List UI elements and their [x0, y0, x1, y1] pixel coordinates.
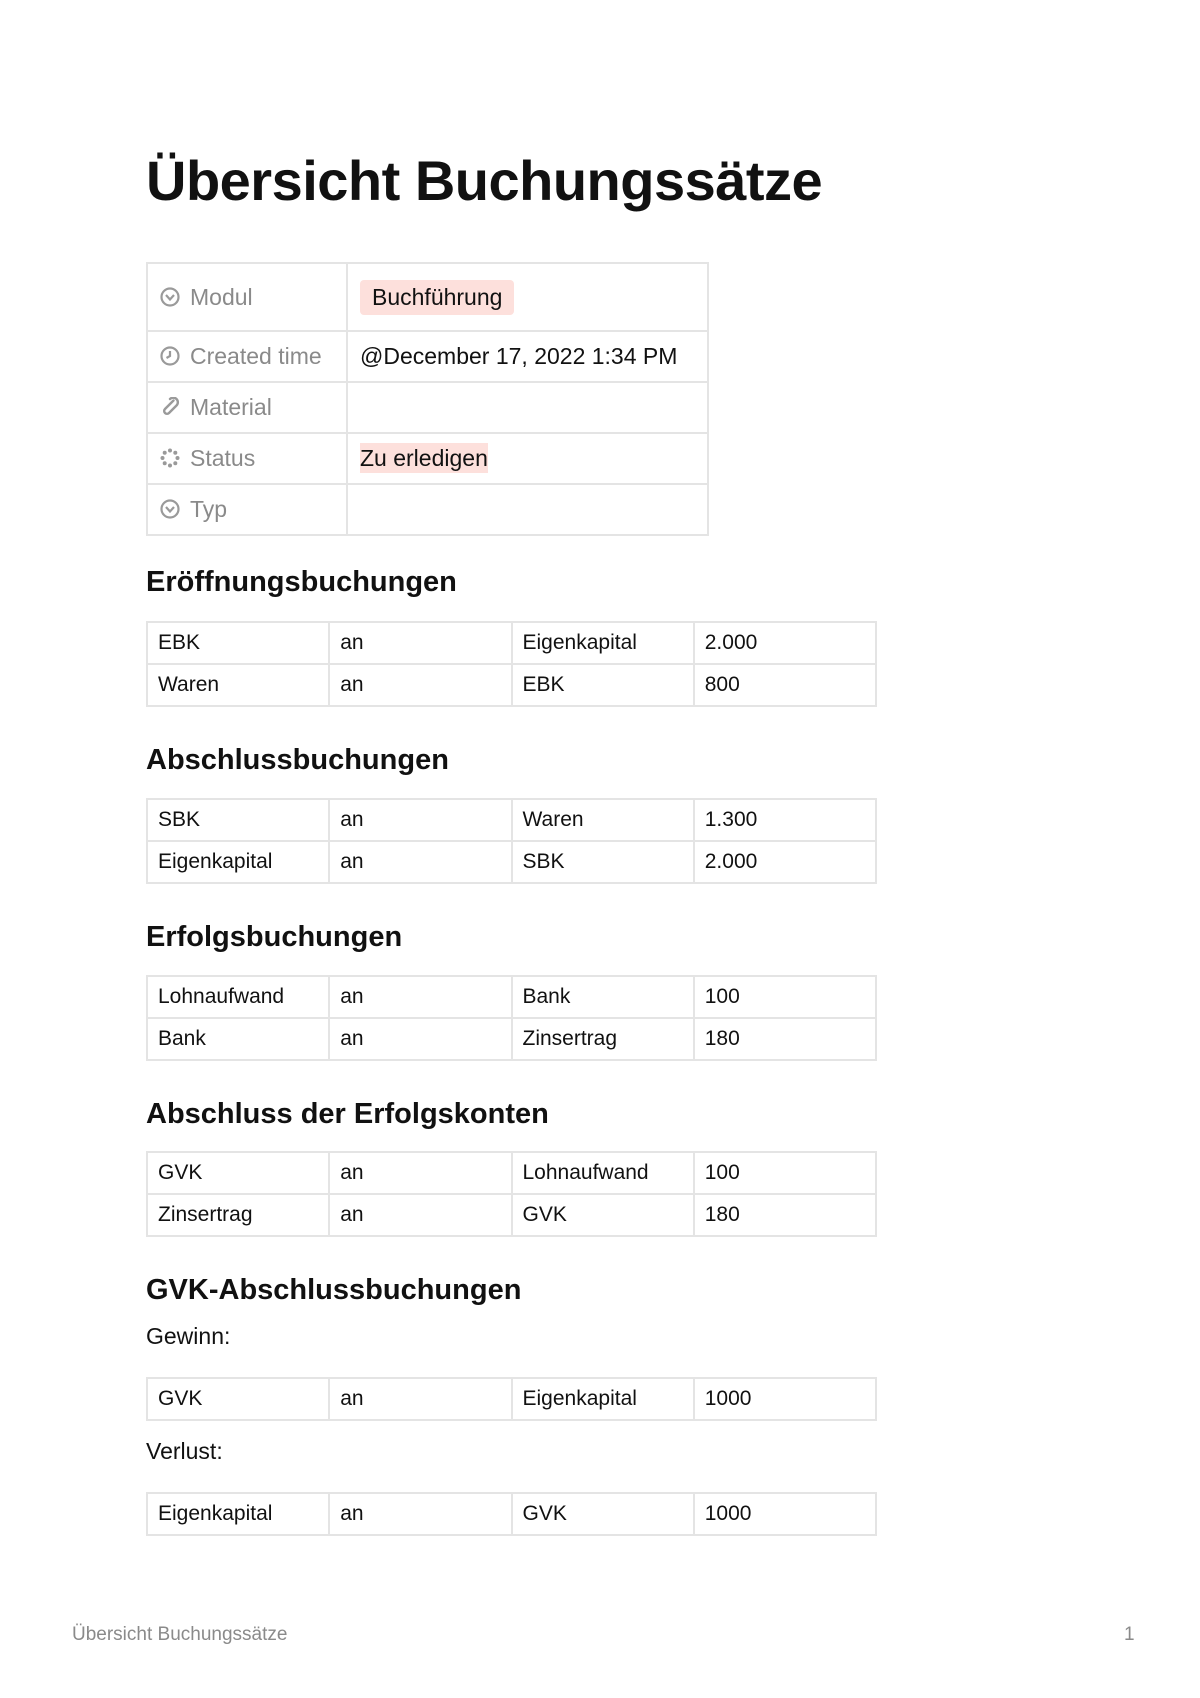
property-key: [147, 433, 347, 484]
property-label: Created time: [190, 343, 322, 369]
amount: 1.300: [694, 799, 876, 841]
property-row-status: [147, 433, 708, 484]
debit-account: Waren: [147, 664, 329, 706]
footer-title: Übersicht Buchungssätze: [72, 1624, 288, 1645]
amount: 2.000: [694, 622, 876, 664]
table-row: [147, 1152, 876, 1194]
debit-account: EBK: [147, 622, 329, 664]
gewinn-label: Gewinn:: [146, 1323, 231, 1349]
amount: 100: [694, 976, 876, 1018]
property-row-material: [147, 382, 708, 433]
property-label: Typ: [190, 496, 228, 522]
debit-account: Eigenkapital: [147, 1493, 329, 1535]
property-key: [147, 484, 347, 535]
paperclip-icon: [160, 397, 180, 417]
amount: 1000: [694, 1378, 876, 1420]
footer-page-number: 1: [1124, 1624, 1135, 1645]
section-heading-abschluss-erfolg: Abschluss der Erfolgskonten: [146, 1098, 549, 1130]
typ-value[interactable]: [347, 484, 708, 535]
property-row-typ: [147, 484, 708, 535]
select-icon: [160, 499, 180, 519]
booking-table-eroeffnung: [146, 621, 877, 707]
table-row: [147, 664, 876, 706]
property-label: Status: [190, 445, 256, 471]
amount: 2.000: [694, 841, 876, 883]
booking-table-gewinn: [146, 1377, 877, 1421]
connector: an: [329, 976, 511, 1018]
connector: an: [329, 1018, 511, 1060]
material-value[interactable]: [347, 382, 708, 433]
amount: 180: [694, 1018, 876, 1060]
property-key: [147, 263, 347, 331]
amount: 1000: [694, 1493, 876, 1535]
property-row-created: [147, 331, 708, 382]
table-row: [147, 1493, 876, 1535]
created-time-value: @December 17, 2022 1:34 PM: [347, 331, 708, 382]
credit-account: Bank: [512, 976, 694, 1018]
connector: an: [329, 1493, 511, 1535]
property-value: [347, 263, 708, 331]
debit-account: GVK: [147, 1152, 329, 1194]
table-row: [147, 1018, 876, 1060]
section-heading-abschluss: Abschlussbuchungen: [146, 744, 449, 776]
debit-account: Eigenkapital: [147, 841, 329, 883]
debit-account: Lohnaufwand: [147, 976, 329, 1018]
amount: 100: [694, 1152, 876, 1194]
table-row: [147, 841, 876, 883]
section-heading-erfolg: Erfolgsbuchungen: [146, 921, 403, 953]
debit-account: Bank: [147, 1018, 329, 1060]
section-heading-eroeffnung: Eröffnungsbuchungen: [146, 566, 457, 598]
connector: an: [329, 1378, 511, 1420]
property-label: Modul: [190, 283, 253, 310]
verlust-label: Verlust:: [146, 1438, 223, 1464]
status-icon: [160, 448, 180, 468]
credit-account: EBK: [512, 664, 694, 706]
booking-table-abschluss-erfolg: [146, 1151, 877, 1237]
amount: 800: [694, 664, 876, 706]
table-row: [147, 1378, 876, 1420]
property-value: [347, 433, 708, 484]
connector: an: [329, 622, 511, 664]
section-heading-gvk: GVK-Abschlussbuchungen: [146, 1274, 522, 1306]
amount: 180: [694, 1194, 876, 1236]
credit-account: GVK: [512, 1493, 694, 1535]
connector: an: [329, 799, 511, 841]
credit-account: Eigenkapital: [512, 622, 694, 664]
connector: an: [329, 1152, 511, 1194]
table-row: [147, 976, 876, 1018]
select-icon: [160, 287, 180, 307]
table-row: [147, 622, 876, 664]
connector: an: [329, 841, 511, 883]
credit-account: Lohnaufwand: [512, 1152, 694, 1194]
property-key: [147, 331, 347, 382]
clock-icon: [160, 346, 180, 366]
properties-table: [146, 262, 709, 536]
connector: an: [329, 664, 511, 706]
credit-account: GVK: [512, 1194, 694, 1236]
credit-account: SBK: [512, 841, 694, 883]
booking-table-verlust: [146, 1492, 877, 1536]
credit-account: Zinsertrag: [512, 1018, 694, 1060]
table-row: [147, 1194, 876, 1236]
status-tag[interactable]: Zu erledigen: [360, 445, 488, 471]
property-label: Material: [190, 394, 272, 420]
connector: an: [329, 1194, 511, 1236]
property-key: [147, 382, 347, 433]
booking-table-erfolg: [146, 975, 877, 1061]
table-row: [147, 799, 876, 841]
debit-account: GVK: [147, 1378, 329, 1420]
debit-account: Zinsertrag: [147, 1194, 329, 1236]
property-row-modul: [147, 263, 708, 331]
page-title: Übersicht Buchungssätze: [146, 149, 823, 212]
credit-account: Eigenkapital: [512, 1378, 694, 1420]
booking-table-abschluss: [146, 798, 877, 884]
credit-account: Waren: [512, 799, 694, 841]
debit-account: SBK: [147, 799, 329, 841]
modul-tag[interactable]: Buchführung: [360, 280, 514, 315]
